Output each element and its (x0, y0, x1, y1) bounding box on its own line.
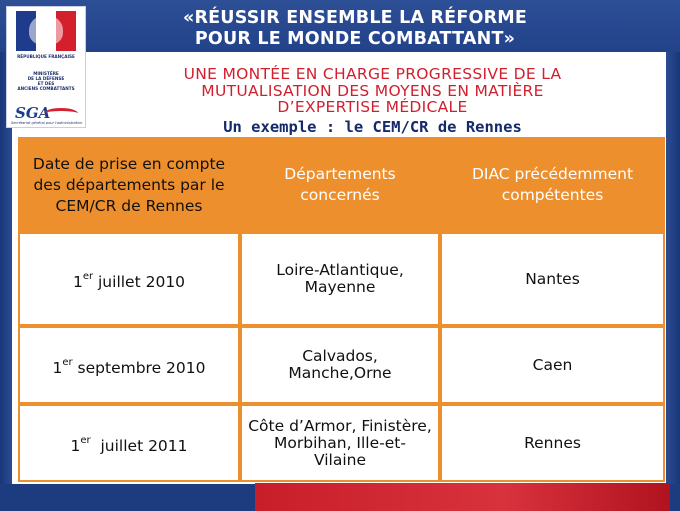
table-row-1-departments: Loire-Atlantique, Mayenne (242, 234, 438, 324)
header-cell-date: Date de prise en compte des départements par le CEM/CR de Rennes (32, 154, 226, 215)
ministry-logo (6, 6, 86, 128)
table-row-2-date: 1er septembre 2010 (20, 328, 238, 402)
footer-red-stripe (255, 483, 670, 511)
page-title (120, 8, 590, 50)
subtitle-line-1: UNE MONTÉE EN CHARGE PROGRESSIVE DE LA (183, 65, 562, 83)
title-line-2: POUR LE MONDE COMBATTANT» (194, 29, 516, 49)
subtitle-line-3: D’EXPERTISE MÉDICALE (277, 98, 468, 116)
sga-swoosh-icon (44, 108, 78, 119)
subtitle (100, 66, 645, 116)
subtitle-line-2: MUTUALISATION DES MOYENS EN MATIÈRE (201, 81, 544, 100)
table-row-2-diac: Caen (442, 328, 663, 402)
example-heading: Un exemple : le CEM/CR de Rennes (223, 118, 522, 136)
data-table (18, 137, 665, 482)
sga-caption: Secrétariat général pour l'administration (11, 121, 83, 125)
table-row-3-diac: Rennes (442, 406, 663, 480)
republic-label: RÉPUBLIQUE FRANÇAISE (17, 54, 75, 59)
header-cell-departments: Départements concernés (284, 165, 396, 204)
marianne-icon (29, 15, 63, 45)
sga-logo-text: SGA (15, 104, 51, 122)
table-row-1-diac: Nantes (442, 234, 663, 324)
table-row-1-date: 1er juillet 2010 (20, 234, 238, 324)
title-line-1: «RÉUSSIR ENSEMBLE LA RÉFORME (182, 8, 528, 28)
ministry-label: MINISTÈRE DE LA DÉFENSE ET DES ANCIENS COMBATTANTS (17, 71, 75, 91)
table-row-2-departments: Calvados, Manche,Orne (242, 328, 438, 402)
header-cell-diac: DIAC précédemment compétentes (471, 165, 634, 204)
table-row-3-departments: Côte d’Armor, Finistère, Morbihan, Ille-et- Vilaine (242, 406, 438, 480)
table-row-3-date: 1er juillet 2011 (20, 406, 238, 480)
right-frame (666, 52, 680, 511)
